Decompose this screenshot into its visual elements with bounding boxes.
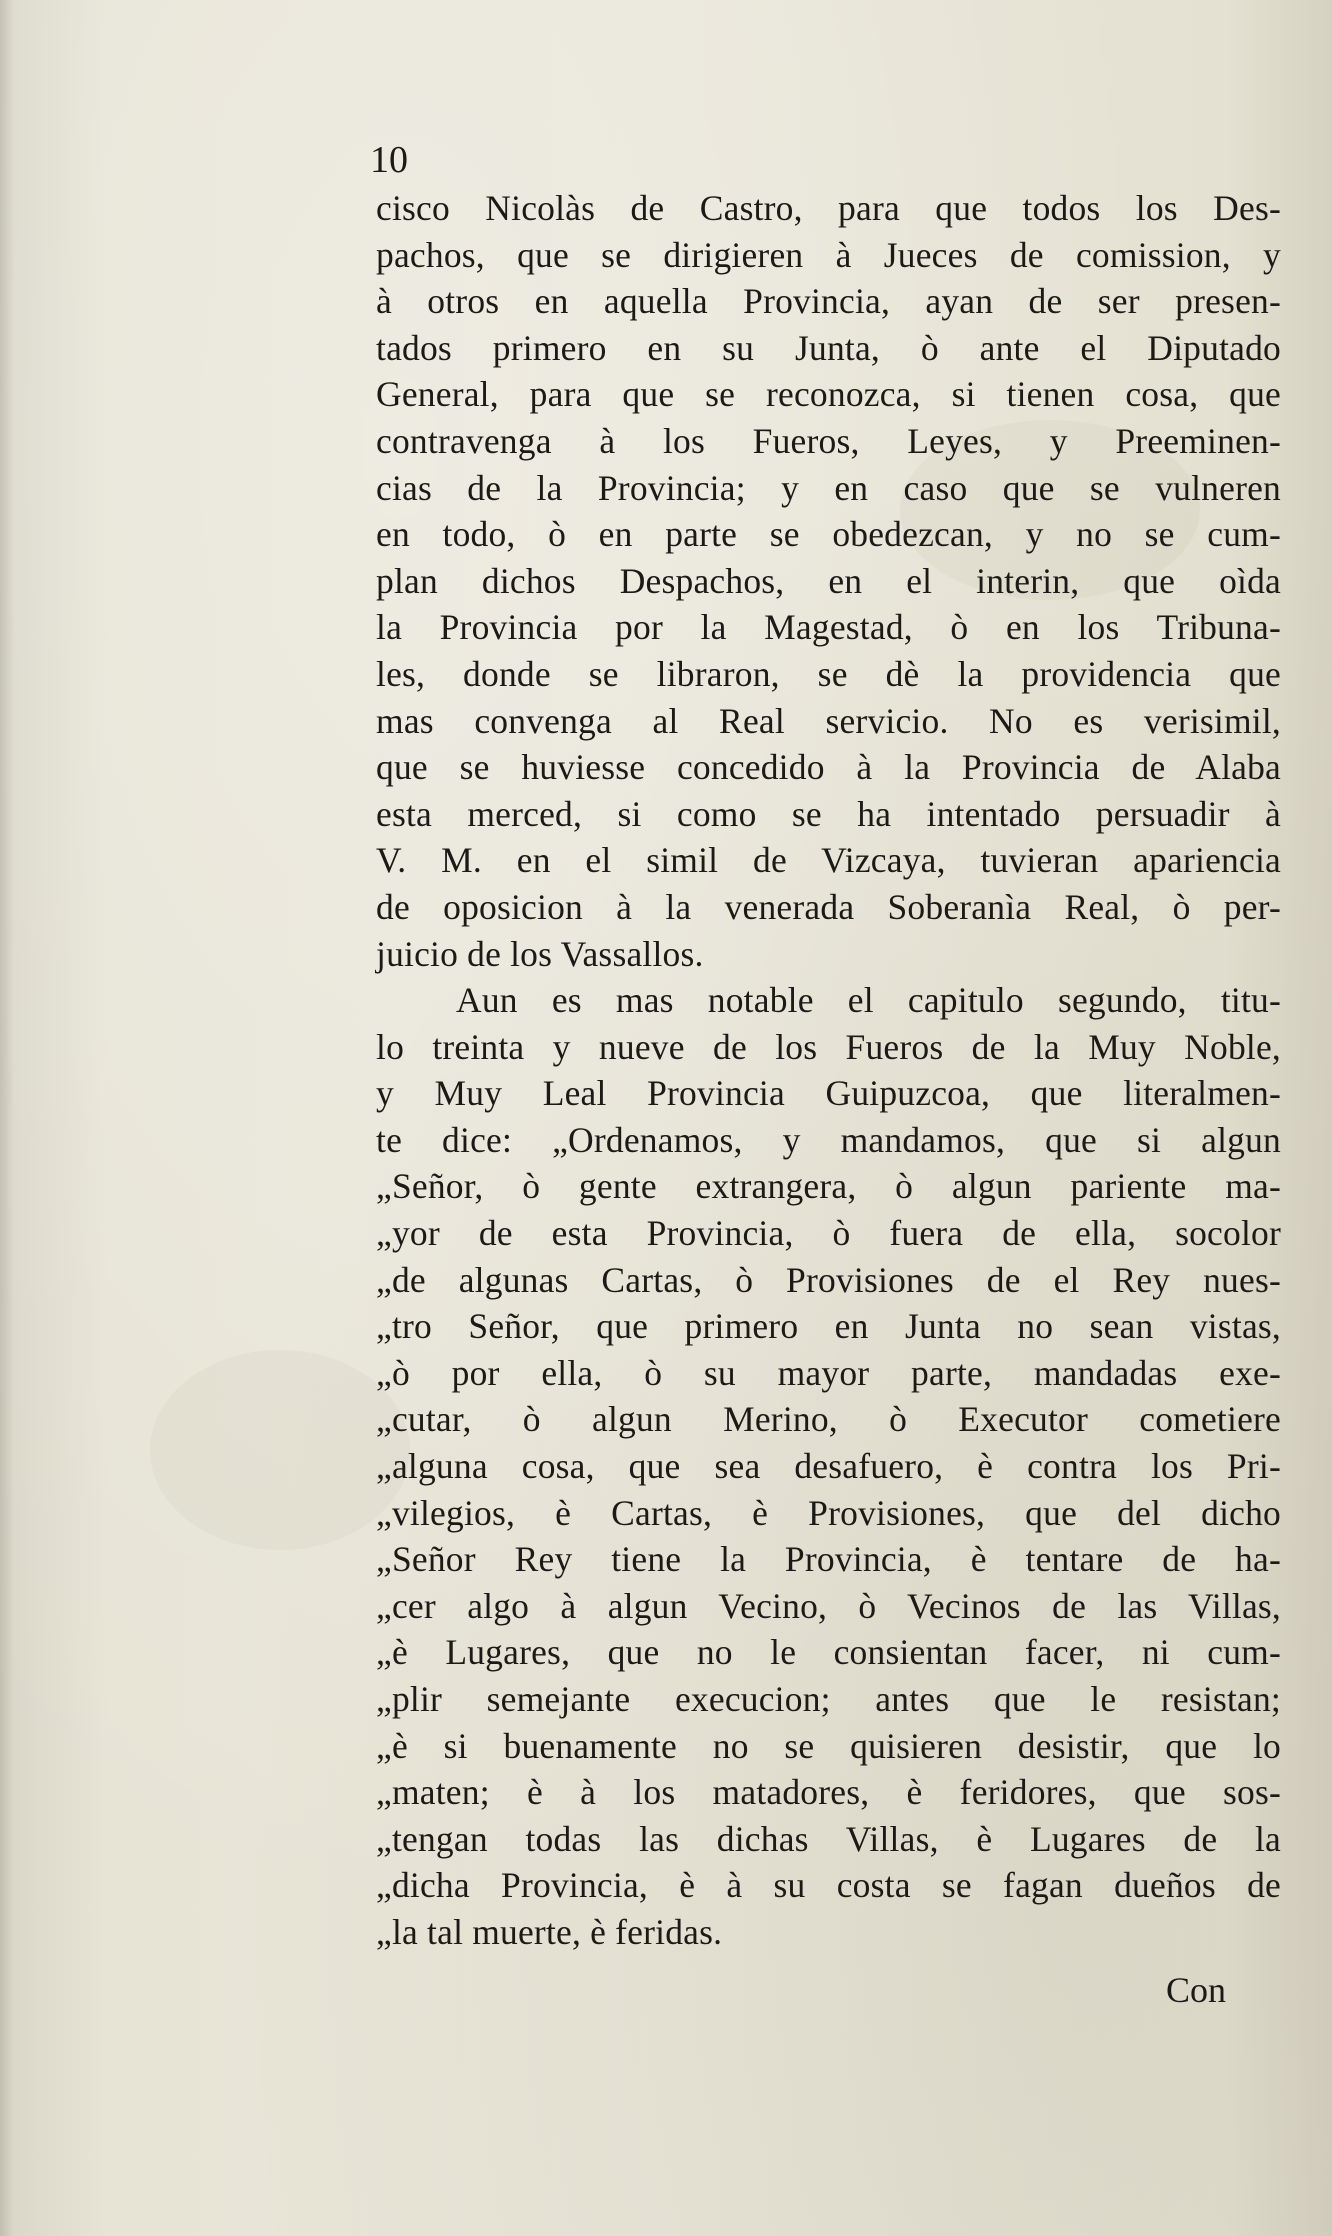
text-line: V. M. en el simil de Vizcaya, tuvieran apariencia (376, 840, 1281, 881)
text-line: „vilegios, è Cartas, è Provisiones, que del dicho (376, 1492, 1281, 1533)
page-number: 10 (370, 139, 408, 181)
text-line: „Señor Rey tiene la Provincia, è tentare de ha- (376, 1539, 1281, 1580)
text-line: contravenga à los Fueros, Leyes, y Preeminen- (376, 420, 1281, 461)
text-line: en todo, ò en parte se obedezcan, y no se cum- (376, 514, 1281, 555)
text-line: les, donde se libraron, se dè la providencia que (376, 653, 1281, 694)
text-line: y Muy Leal Provincia Guipuzcoa, que literalmen- (376, 1073, 1281, 1114)
text-line: „la tal muerte, è feridas. (376, 1911, 723, 1952)
text-line: Aun es mas notable el capitulo segundo, titu- (456, 980, 1281, 1021)
catchword: Con (1166, 1970, 1227, 2010)
text-line: „ò por ella, ò su mayor parte, mandadas exe- (376, 1352, 1281, 1393)
text-line: de oposicion à la venerada Soberanìa Real, ò per- (376, 886, 1281, 927)
text-line: „alguna cosa, que sea desafuero, è contra los Pri- (376, 1446, 1281, 1487)
text-line: esta merced, si como se ha intentado persuadir à (376, 793, 1281, 834)
paper-stain (150, 1350, 410, 1550)
text-line: que se huviesse concedido à la Provincia de Alaba (376, 747, 1281, 788)
body-text (376, 185, 1281, 1956)
text-line: „è Lugares, que no le consientan facer, ni cum- (376, 1632, 1281, 1673)
page-edge-shadow (0, 0, 14, 2236)
text-line: „cutar, ò algun Merino, ò Executor cometiere (376, 1399, 1281, 1440)
text-line: te dice: „Ordenamos, y mandamos, que si algun (376, 1119, 1281, 1160)
text-line: à otros en aquella Provincia, ayan de ser presen- (376, 281, 1281, 322)
text-line: General, para que se reconozca, si tienen cosa, que (376, 374, 1281, 415)
text-line: „cer algo à algun Vecino, ò Vecinos de las Villas, (376, 1585, 1281, 1626)
text-line: juicio de los Vassallos. (376, 933, 704, 974)
text-line: cisco Nicolàs de Castro, para que todos los Des- (376, 188, 1281, 228)
text-line: plan dichos Despachos, en el interin, que oìda (376, 560, 1281, 601)
text-line: „tro Señor, que primero en Junta no sean vistas, (376, 1306, 1281, 1347)
text-line: pachos, que se dirigieren à Jueces de comission, y (376, 234, 1281, 275)
text-line: tados primero en su Junta, ò ante el Diputado (376, 327, 1281, 368)
text-line: „yor de esta Provincia, ò fuera de ella, socolor (376, 1213, 1281, 1254)
text-line: „Señor, ò gente extrangera, ò algun pariente ma- (376, 1166, 1281, 1207)
text-line: la Provincia por la Magestad, ò en los Tribuna- (376, 607, 1281, 648)
text-line: mas convenga al Real servicio. No es verisimil, (376, 700, 1281, 741)
text-line: cias de la Provincia; y en caso que se vulneren (376, 467, 1281, 508)
text-line: lo treinta y nueve de los Fueros de la Muy Noble, (376, 1026, 1281, 1067)
text-line: „de algunas Cartas, ò Provisiones de el Rey nues- (376, 1259, 1281, 1300)
text-line: „tengan todas las dichas Villas, è Lugares de la (376, 1818, 1281, 1859)
text-line: „è si buenamente no se quisieren desistir, que lo (376, 1725, 1281, 1766)
text-line: „dicha Provincia, è à su costa se fagan dueños de (376, 1865, 1281, 1906)
text-line: „maten; è à los matadores, è feridores, que sos- (376, 1772, 1281, 1813)
text-line: „plir semejante execucion; antes que le resistan; (376, 1679, 1281, 1719)
